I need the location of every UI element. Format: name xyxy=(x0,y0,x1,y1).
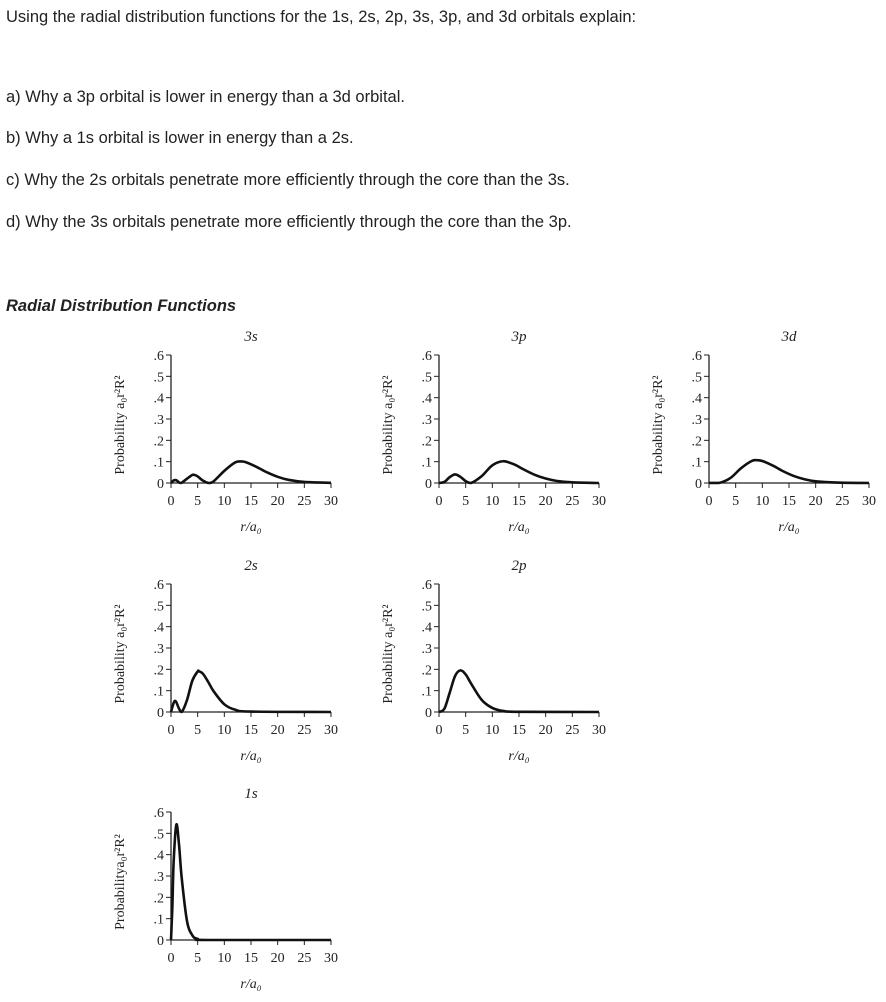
y-tick-label: .2 xyxy=(154,434,165,449)
x-tick-label: 30 xyxy=(592,723,606,738)
section-title: Radial Distribution Functions xyxy=(6,297,236,316)
x-tick-label: 0 xyxy=(168,723,175,738)
y-tick-label: .6 xyxy=(692,349,703,364)
x-axis-label: r/a₀ xyxy=(240,749,261,764)
series-line-3s xyxy=(171,461,331,483)
y-tick-label: .1 xyxy=(692,456,703,471)
series-line-3d xyxy=(709,460,869,483)
x-axis-label: r/a₀ xyxy=(240,977,261,992)
x-tick-label: 20 xyxy=(271,723,285,738)
chart-2p xyxy=(369,554,629,774)
question-c: c) Why the 2s orbitals penetrate more efficiently through the core than the 3s. xyxy=(6,171,570,190)
x-tick-label: 20 xyxy=(271,951,285,966)
y-tick-label: .3 xyxy=(692,413,703,428)
x-tick-label: 25 xyxy=(835,494,849,509)
x-tick-label: 5 xyxy=(462,723,469,738)
x-tick-label: 10 xyxy=(217,723,231,738)
x-axis-label: r/a₀ xyxy=(778,520,799,535)
y-tick-label: .4 xyxy=(154,621,165,636)
x-tick-label: 10 xyxy=(755,494,769,509)
x-tick-label: 0 xyxy=(168,494,175,509)
x-tick-label: 25 xyxy=(565,723,579,738)
x-tick-label: 0 xyxy=(168,951,175,966)
y-tick-label: 0 xyxy=(157,477,164,492)
y-tick-label: .1 xyxy=(422,685,433,700)
question-title: Using the radial distribution functions for the 1s, 2s, 2p, 3s, 3p, and 3d orbitals explain: xyxy=(6,8,636,27)
question-a: a) Why a 3p orbital is lower in energy than a 3d orbital. xyxy=(6,88,405,107)
x-tick-label: 25 xyxy=(565,494,579,509)
x-tick-label: 5 xyxy=(732,494,739,509)
y-tick-label: .1 xyxy=(154,685,165,700)
x-tick-label: 25 xyxy=(297,951,311,966)
y-tick-label: .2 xyxy=(154,663,165,678)
y-axis-label: Probability a₀r²R² xyxy=(651,375,666,474)
y-tick-label: 0 xyxy=(425,477,432,492)
chart-title: 3s xyxy=(243,329,258,345)
y-tick-label: .2 xyxy=(154,891,165,906)
y-tick-label: .5 xyxy=(422,370,433,385)
y-axis-label: Probability a₀r²R² xyxy=(113,375,128,474)
series-line-1s xyxy=(171,824,331,940)
y-axis-label: Probability a₀r²R² xyxy=(381,375,396,474)
x-tick-label: 15 xyxy=(782,494,796,509)
x-tick-label: 15 xyxy=(244,494,258,509)
y-axis-label: Probability a₀r²R² xyxy=(113,604,128,703)
y-tick-label: 0 xyxy=(695,477,702,492)
x-tick-label: 25 xyxy=(297,494,311,509)
y-tick-label: .1 xyxy=(154,456,165,471)
x-tick-label: 15 xyxy=(512,723,526,738)
y-tick-label: .2 xyxy=(422,434,433,449)
y-tick-label: .3 xyxy=(422,413,433,428)
chart-3s xyxy=(101,325,361,545)
y-tick-label: .6 xyxy=(422,349,433,364)
chart-2s xyxy=(101,554,361,774)
x-tick-label: 30 xyxy=(324,951,338,966)
y-tick-label: .2 xyxy=(422,663,433,678)
x-tick-label: 15 xyxy=(512,494,526,509)
x-tick-label: 10 xyxy=(217,951,231,966)
x-axis-label: r/a₀ xyxy=(508,749,529,764)
question-d: d) Why the 3s orbitals penetrate more efficiently through the core than the 3p. xyxy=(6,213,572,232)
x-tick-label: 20 xyxy=(809,494,823,509)
x-tick-label: 25 xyxy=(297,723,311,738)
chart-1s xyxy=(101,782,361,1002)
y-tick-label: .4 xyxy=(692,392,703,407)
x-tick-label: 15 xyxy=(244,723,258,738)
x-tick-label: 20 xyxy=(271,494,285,509)
y-tick-label: .1 xyxy=(154,913,165,928)
series-line-2s xyxy=(171,671,331,712)
y-tick-label: .2 xyxy=(692,434,703,449)
x-tick-label: 0 xyxy=(706,494,713,509)
y-tick-label: .3 xyxy=(422,642,433,657)
x-tick-label: 0 xyxy=(436,723,443,738)
x-tick-label: 5 xyxy=(194,723,201,738)
x-tick-label: 30 xyxy=(324,723,338,738)
x-tick-label: 10 xyxy=(485,494,499,509)
x-tick-label: 30 xyxy=(324,494,338,509)
y-tick-label: .6 xyxy=(154,578,165,593)
x-axis-label: r/a₀ xyxy=(240,520,261,535)
x-tick-label: 5 xyxy=(462,494,469,509)
y-tick-label: .6 xyxy=(154,806,165,821)
x-tick-label: 20 xyxy=(539,723,553,738)
series-line-2p xyxy=(439,670,599,712)
y-tick-label: 0 xyxy=(157,706,164,721)
x-tick-label: 0 xyxy=(436,494,443,509)
y-tick-label: .3 xyxy=(154,413,165,428)
y-tick-label: .1 xyxy=(422,456,433,471)
y-tick-label: .3 xyxy=(154,870,165,885)
y-tick-label: 0 xyxy=(157,934,164,949)
x-axis-label: r/a₀ xyxy=(508,520,529,535)
y-tick-label: .5 xyxy=(422,599,433,614)
y-tick-label: 0 xyxy=(425,706,432,721)
y-tick-label: .5 xyxy=(692,370,703,385)
x-tick-label: 10 xyxy=(217,494,231,509)
x-tick-label: 5 xyxy=(194,951,201,966)
series-line-3p xyxy=(439,461,599,483)
y-tick-label: .4 xyxy=(422,392,433,407)
question-b: b) Why a 1s orbital is lower in energy than a 2s. xyxy=(6,129,354,148)
y-tick-label: .3 xyxy=(154,642,165,657)
y-tick-label: .5 xyxy=(154,827,165,842)
y-tick-label: .6 xyxy=(422,578,433,593)
y-tick-label: .4 xyxy=(154,392,165,407)
y-tick-label: .4 xyxy=(154,849,165,864)
y-tick-label: .5 xyxy=(154,370,165,385)
y-tick-label: .6 xyxy=(154,349,165,364)
chart-title: 1s xyxy=(244,786,258,802)
x-tick-label: 30 xyxy=(862,494,876,509)
y-tick-label: .5 xyxy=(154,599,165,614)
y-axis-label: Probability a₀r²R² xyxy=(381,604,396,703)
x-tick-label: 5 xyxy=(194,494,201,509)
chart-title: 3d xyxy=(781,329,798,345)
y-tick-label: .4 xyxy=(422,621,433,636)
chart-3d xyxy=(639,325,886,545)
chart-3p xyxy=(369,325,629,545)
x-tick-label: 15 xyxy=(244,951,258,966)
x-tick-label: 30 xyxy=(592,494,606,509)
x-tick-label: 20 xyxy=(539,494,553,509)
chart-title: 3p xyxy=(511,329,528,345)
x-tick-label: 10 xyxy=(485,723,499,738)
y-axis-label: Probabilitya₀r²R² xyxy=(113,834,128,930)
chart-title: 2s xyxy=(244,558,258,574)
chart-title: 2p xyxy=(512,558,528,574)
